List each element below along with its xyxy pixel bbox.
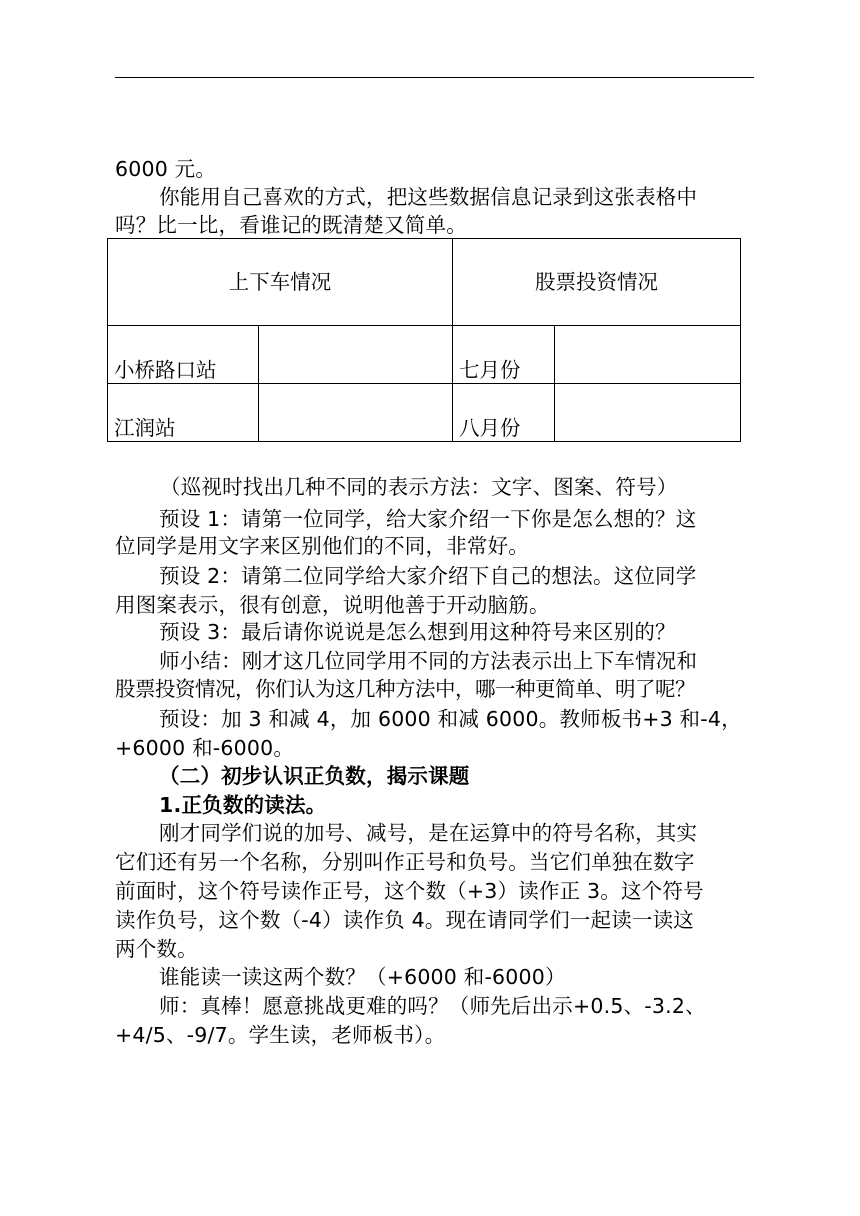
paragraph-line: 预设：加 3 和减 4，加 6000 和减 6000。教师板书+3 和-4， xyxy=(159,707,742,731)
table-cell-empty xyxy=(555,326,741,384)
paragraph-line: 两个数。 xyxy=(115,937,198,961)
table-cell-label: 江润站 xyxy=(108,384,259,442)
paragraph-line: +6000 和-6000。 xyxy=(115,736,295,760)
paragraph-line: 前面时，这个符号读作正号，这个数（+3）读作正 3。这个符号 xyxy=(115,879,704,903)
paragraph-line: 刚才同学们说的加号、减号，是在运算中的符号名称，其实 xyxy=(159,821,698,845)
table-header-stock: 股票投资情况 xyxy=(453,239,741,326)
table-cell-label: 小桥路口站 xyxy=(108,326,259,384)
paragraph-line: 读作负号，这个数（-4）读作负 4。现在请同学们一起读一读这 xyxy=(115,908,694,932)
paragraph-line: 预设 1：请第一位同学，给大家介绍一下你是怎么想的？这 xyxy=(159,507,697,531)
section-heading: （二）初步认识正负数，揭示课题 xyxy=(159,764,470,788)
subsection-heading: 1.正负数的读法。 xyxy=(159,793,327,817)
table-cell-label: 七月份 xyxy=(453,326,555,384)
paragraph-line: （巡视时找出几种不同的表示方法：文字、图案、符号） xyxy=(160,475,678,499)
paragraph-line: 用图案表示，很有创意，说明他善于开动脑筋。 xyxy=(115,593,550,617)
table-cell-empty xyxy=(555,384,741,442)
table-cell-empty xyxy=(259,384,453,442)
paragraph-line: +4/5、-9/7。学生读，老师板书）。 xyxy=(115,1023,446,1047)
paragraph-line: 师：真棒！愿意挑战更难的吗？（师先后出示+0.5、-3.2、 xyxy=(159,994,706,1018)
paragraph-line: 预设 3：最后请你说说是怎么想到用这种符号来区别的？ xyxy=(159,620,676,644)
paragraph-line: 股票投资情况，你们认为这几种方法中，哪一种更简单、明了呢？ xyxy=(115,677,695,701)
data-record-table xyxy=(107,238,741,442)
paragraph-line: 谁能读一读这两个数？（+6000 和-6000） xyxy=(159,965,566,989)
paragraph-line: 你能用自己喜欢的方式，把这些数据信息记录到这张表格中 xyxy=(159,185,698,209)
paragraph-line: 吗？比一比，看谁记的既清楚又简单。 xyxy=(115,213,467,237)
table-cell-empty xyxy=(259,326,453,384)
paragraph-line: 6000 元。 xyxy=(115,157,217,181)
paragraph-line: 预设 2：请第二位同学给大家介绍下自己的想法。这位同学 xyxy=(159,564,697,588)
header-rule xyxy=(115,77,754,78)
paragraph-line: 师小结：刚才这几位同学用不同的方法表示出上下车情况和 xyxy=(159,649,698,673)
paragraph-line: 它们还有另一个名称，分别叫作正号和负号。当它们单独在数字 xyxy=(115,850,695,874)
table-cell-label: 八月份 xyxy=(453,384,555,442)
paragraph-line: 位同学是用文字来区别他们的不同，非常好。 xyxy=(115,534,529,558)
table-header-bus: 上下车情况 xyxy=(108,239,453,326)
